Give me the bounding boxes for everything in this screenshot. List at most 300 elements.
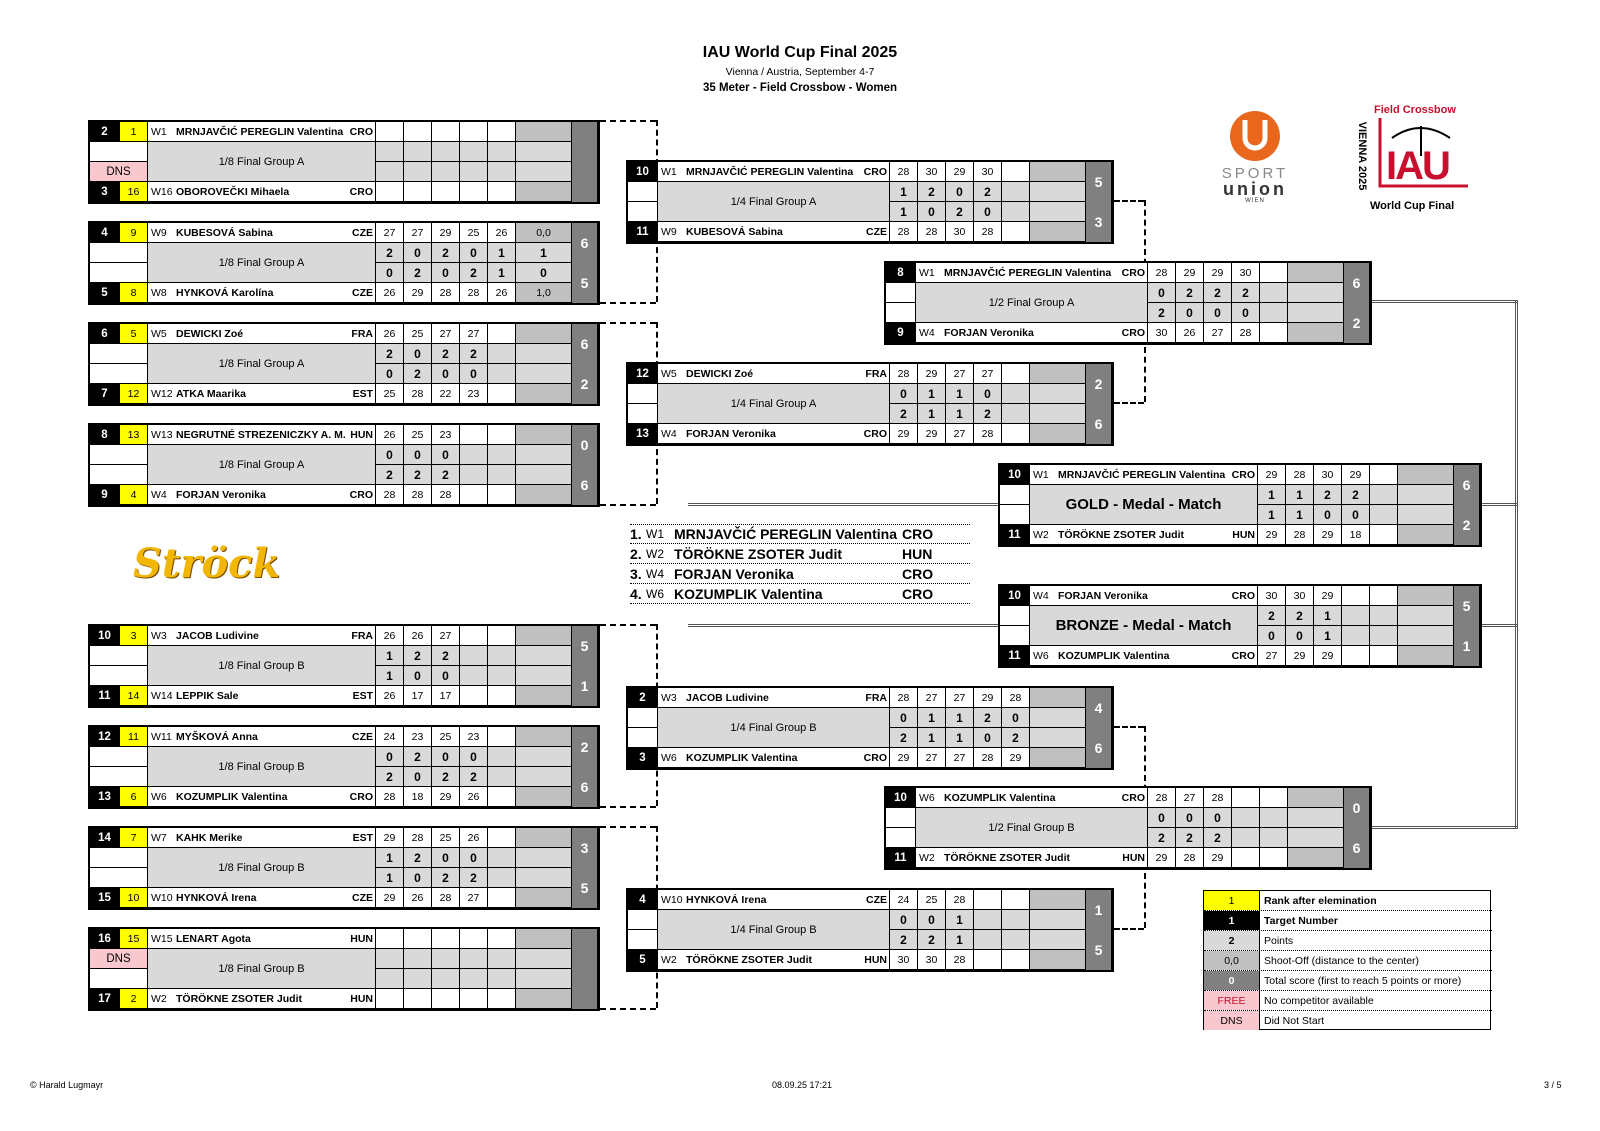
end-points: 2 xyxy=(1314,485,1342,505)
end-points: 2 xyxy=(1258,606,1286,626)
total-score xyxy=(572,969,598,1009)
seed: W7 xyxy=(148,828,174,848)
end-points xyxy=(460,445,488,465)
status-cell xyxy=(1000,505,1030,525)
result-seed: W1 xyxy=(646,527,664,541)
shoot-off-distance xyxy=(1398,586,1454,606)
bracket-line xyxy=(688,503,998,506)
page-title: IAU World Cup Final 2025 xyxy=(702,44,898,61)
target-number: 3 xyxy=(90,182,120,202)
shoot-off-distance xyxy=(1030,950,1086,970)
end-points xyxy=(1260,828,1288,848)
end-score xyxy=(460,122,488,142)
group-label: 1/8 Final Group A xyxy=(148,445,376,485)
target-number: 12 xyxy=(90,727,120,747)
end-points: 1 xyxy=(488,243,516,263)
end-score: 28 xyxy=(404,485,432,505)
iau-logo-side: VIENNA 2025 xyxy=(1356,121,1368,191)
end-score: 26 xyxy=(488,283,516,303)
seed: W12 xyxy=(148,384,174,404)
athlete-name: MRNJAVČIĆ PEREGLIN Valentina xyxy=(684,162,862,182)
end-score xyxy=(404,122,432,142)
end-points xyxy=(1232,808,1260,828)
end-points: 1 xyxy=(1286,485,1314,505)
status-cell xyxy=(886,283,916,303)
end-points xyxy=(1002,182,1030,202)
end-score: 29 xyxy=(376,828,404,848)
legend-key: 0,0 xyxy=(1204,951,1260,970)
end-points: 2 xyxy=(404,848,432,868)
total-score: 6 xyxy=(572,767,598,807)
end-score: 28 xyxy=(404,384,432,404)
total-score: 6 xyxy=(1086,728,1112,768)
end-points: 0 xyxy=(1232,303,1260,323)
end-score: 29 xyxy=(1314,525,1342,545)
seed: W4 xyxy=(658,424,684,444)
end-points: 0 xyxy=(1002,708,1030,728)
end-score: 29 xyxy=(1204,263,1232,283)
legend-text: Total score (first to reach 5 points or more) xyxy=(1264,974,1462,987)
seed: W3 xyxy=(658,688,684,708)
rank-badge: 10 xyxy=(120,888,148,908)
end-points: 0 xyxy=(1148,808,1176,828)
status-cell xyxy=(628,202,658,222)
bracket-line xyxy=(600,806,656,808)
end-points: 1 xyxy=(376,848,404,868)
status-cell xyxy=(90,767,148,787)
status-cell xyxy=(90,666,148,686)
end-score: 27 xyxy=(460,324,488,344)
match-r16-7 xyxy=(88,826,600,910)
target-number: 17 xyxy=(90,989,120,1009)
end-score: 28 xyxy=(890,364,918,384)
end-points: 2 xyxy=(460,263,488,283)
end-score: 28 xyxy=(404,828,432,848)
legend-row xyxy=(1204,971,1492,991)
end-score: 25 xyxy=(918,890,946,910)
shoot-off-points xyxy=(516,162,572,182)
end-score xyxy=(488,787,516,807)
end-score: 27 xyxy=(918,748,946,768)
result-name: MRNJAVČIĆ PEREGLIN Valentina xyxy=(674,526,898,542)
shoot-off-distance xyxy=(516,324,572,344)
end-points: 1 xyxy=(376,666,404,686)
shoot-off-points xyxy=(516,465,572,485)
end-score: 29 xyxy=(404,283,432,303)
rank-badge: 14 xyxy=(120,686,148,706)
end-score xyxy=(974,950,1002,970)
group-label: 1/4 Final Group A xyxy=(658,182,890,222)
status-cell xyxy=(90,263,148,283)
end-score xyxy=(376,122,404,142)
end-score: 25 xyxy=(460,223,488,243)
group-label: 1/8 Final Group B xyxy=(148,747,376,787)
end-score: 30 xyxy=(1148,323,1176,343)
end-score xyxy=(974,890,1002,910)
end-points xyxy=(460,162,488,182)
end-points: 2 xyxy=(432,465,460,485)
status-cell xyxy=(628,728,658,748)
shoot-off-points: 0 xyxy=(516,263,572,283)
shoot-off-distance xyxy=(516,787,572,807)
end-points: 2 xyxy=(376,243,404,263)
status-cell xyxy=(1000,606,1030,626)
end-score: 29 xyxy=(890,424,918,444)
status-cell xyxy=(90,243,148,263)
end-points xyxy=(488,142,516,162)
result-row xyxy=(630,524,970,544)
status-cell xyxy=(90,646,148,666)
shoot-off-points xyxy=(1288,303,1344,323)
athlete-name: LENART Agota xyxy=(174,929,348,949)
total-score xyxy=(572,122,598,162)
shoot-off-points xyxy=(516,868,572,888)
end-score xyxy=(1002,950,1030,970)
rank-badge: 1 xyxy=(120,122,148,142)
end-points: 0 xyxy=(432,848,460,868)
shoot-off-points xyxy=(1398,606,1454,626)
rank-badge: 5 xyxy=(120,324,148,344)
target-number: 15 xyxy=(90,888,120,908)
end-points: 2 xyxy=(946,202,974,222)
shoot-off-distance xyxy=(1288,788,1344,808)
athlete-name: HYNKOVÁ Irena xyxy=(174,888,348,908)
end-points xyxy=(1370,505,1398,525)
end-score xyxy=(1002,222,1030,242)
end-points: 2 xyxy=(376,344,404,364)
nation: FRA xyxy=(348,324,376,344)
end-points xyxy=(488,445,516,465)
event-name: 35 Meter - Field Crossbow - Women xyxy=(702,82,898,94)
group-label: 1/8 Final Group A xyxy=(148,344,376,384)
end-points xyxy=(1232,828,1260,848)
bracket-line xyxy=(600,504,656,506)
match-sf-2 xyxy=(884,786,1372,870)
shoot-off-points xyxy=(516,969,572,989)
end-score xyxy=(488,485,516,505)
end-score: 25 xyxy=(432,727,460,747)
rank-badge: 12 xyxy=(120,384,148,404)
shoot-off-points xyxy=(516,445,572,465)
end-score: 28 xyxy=(1002,688,1030,708)
total-score xyxy=(572,929,598,969)
end-points: 1 xyxy=(376,646,404,666)
end-score: 28 xyxy=(376,485,404,505)
status-cell xyxy=(90,364,148,384)
seed: W1 xyxy=(1030,465,1056,485)
end-score: 23 xyxy=(404,727,432,747)
shoot-off-points xyxy=(1288,283,1344,303)
athlete-name: MYŠKOVÁ Anna xyxy=(174,727,348,747)
shoot-off-distance xyxy=(516,727,572,747)
shoot-off-points xyxy=(516,364,572,384)
end-points: 0 xyxy=(376,445,404,465)
total-score: 5 xyxy=(1454,586,1480,626)
status-cell xyxy=(1000,485,1030,505)
end-score xyxy=(488,989,516,1009)
target-number: 10 xyxy=(90,626,120,646)
target-number: 10 xyxy=(1000,465,1030,485)
target-number: 10 xyxy=(886,788,916,808)
group-label: 1/2 Final Group B xyxy=(916,808,1148,848)
rank-badge: 7 xyxy=(120,828,148,848)
target-number: 9 xyxy=(886,323,916,343)
end-score xyxy=(488,727,516,747)
result-seed: W6 xyxy=(646,586,664,601)
athlete-name: ATKA Maarika xyxy=(174,384,348,404)
athlete-name: TÖRÖKNE ZSOTER Judit xyxy=(1056,525,1230,545)
end-score: 28 xyxy=(946,890,974,910)
seed: W6 xyxy=(148,787,174,807)
nation: EST xyxy=(348,384,376,404)
total-score: 0 xyxy=(1344,788,1370,828)
status-cell xyxy=(90,465,148,485)
end-points: 1 xyxy=(918,384,946,404)
end-points xyxy=(376,142,404,162)
end-score: 28 xyxy=(974,748,1002,768)
shoot-off-points xyxy=(516,666,572,686)
end-points: 2 xyxy=(1148,303,1176,323)
seed: W6 xyxy=(658,748,684,768)
target-number: 6 xyxy=(90,324,120,344)
seed: W6 xyxy=(1030,646,1056,666)
nation: CRO xyxy=(348,182,376,202)
group-label: 1/4 Final Group A xyxy=(658,384,890,424)
bracket-line xyxy=(600,120,656,122)
end-points: 1 xyxy=(946,728,974,748)
end-points: 0 xyxy=(974,202,1002,222)
end-score: 26 xyxy=(1176,323,1204,343)
group-label: 1/4 Final Group B xyxy=(658,708,890,748)
end-score xyxy=(1260,848,1288,868)
end-score: 30 xyxy=(974,162,1002,182)
match-gold xyxy=(998,463,1482,547)
shoot-off-distance xyxy=(1030,364,1086,384)
shoot-off-distance xyxy=(1030,748,1086,768)
nation: FRA xyxy=(862,688,890,708)
end-points: 1 xyxy=(1258,485,1286,505)
nation: CRO xyxy=(862,162,890,182)
shoot-off-distance xyxy=(516,485,572,505)
rank-badge: 9 xyxy=(120,223,148,243)
end-score xyxy=(1002,424,1030,444)
end-points: 2 xyxy=(918,930,946,950)
legend-row xyxy=(1204,891,1492,911)
end-points: 2 xyxy=(1148,828,1176,848)
group-label: 1/8 Final Group B xyxy=(148,949,376,989)
end-score: 23 xyxy=(432,425,460,445)
end-points xyxy=(460,949,488,969)
end-points xyxy=(1002,384,1030,404)
athlete-name: TÖRÖKNE ZSOTER Judit xyxy=(684,950,862,970)
rank-badge: 16 xyxy=(120,182,148,202)
end-score xyxy=(1370,586,1398,606)
end-points: 1 xyxy=(1286,505,1314,525)
end-points: 2 xyxy=(890,404,918,424)
end-points: 0 xyxy=(376,263,404,283)
seed: W4 xyxy=(148,485,174,505)
end-points xyxy=(1370,626,1398,646)
end-points: 0 xyxy=(890,384,918,404)
end-points xyxy=(488,465,516,485)
shoot-off-distance xyxy=(1398,465,1454,485)
rank-badge: 11 xyxy=(120,727,148,747)
target-number: 13 xyxy=(628,424,658,444)
end-points: 0 xyxy=(974,384,1002,404)
athlete-name: FORJAN Veronika xyxy=(684,424,862,444)
status-cell xyxy=(886,828,916,848)
legend-text: Shoot-Off (distance to the center) xyxy=(1264,954,1420,967)
athlete-name: TÖRÖKNE ZSOTER Judit xyxy=(942,848,1120,868)
athlete-name: FORJAN Veronika xyxy=(942,323,1120,343)
target-number: 12 xyxy=(628,364,658,384)
nation: HUN xyxy=(862,950,890,970)
end-points: 0 xyxy=(432,747,460,767)
end-score xyxy=(432,929,460,949)
end-score: 26 xyxy=(376,626,404,646)
match-qf-4 xyxy=(626,888,1114,972)
group-label: 1/8 Final Group B xyxy=(148,646,376,686)
status-cell xyxy=(90,969,148,989)
sport-union-emblem-icon xyxy=(1225,110,1285,162)
end-points xyxy=(1342,626,1370,646)
end-points xyxy=(376,969,404,989)
seed: W2 xyxy=(658,950,684,970)
legend-row xyxy=(1204,951,1492,971)
match-qf-2 xyxy=(626,362,1114,446)
end-score: 26 xyxy=(488,223,516,243)
end-score xyxy=(1260,788,1288,808)
end-points: 1 xyxy=(1258,505,1286,525)
end-points: 2 xyxy=(404,364,432,384)
end-score xyxy=(376,182,404,202)
end-points xyxy=(1370,606,1398,626)
athlete-name: JACOB Ludivine xyxy=(684,688,862,708)
end-points: 0 xyxy=(404,243,432,263)
target-number: 7 xyxy=(90,384,120,404)
match-r16-2 xyxy=(88,221,600,305)
match-qf-3 xyxy=(626,686,1114,770)
end-score: 29 xyxy=(1314,646,1342,666)
end-points xyxy=(404,949,432,969)
end-points xyxy=(488,666,516,686)
end-score: 30 xyxy=(918,162,946,182)
seed: W10 xyxy=(658,890,684,910)
target-number: 5 xyxy=(628,950,658,970)
end-score: 30 xyxy=(1232,263,1260,283)
end-points: 0 xyxy=(890,910,918,930)
end-score xyxy=(1370,525,1398,545)
shoot-off-points xyxy=(1030,708,1086,728)
target-number: 10 xyxy=(1000,586,1030,606)
end-score: 28 xyxy=(432,283,460,303)
end-points: 2 xyxy=(432,344,460,364)
shoot-off-distance xyxy=(516,182,572,202)
total-score: 3 xyxy=(572,828,598,868)
end-score: 22 xyxy=(432,384,460,404)
end-score: 18 xyxy=(1342,525,1370,545)
legend-key: 1 xyxy=(1204,891,1260,910)
end-score: 26 xyxy=(376,425,404,445)
status-cell xyxy=(628,930,658,950)
shoot-off-points xyxy=(1030,404,1086,424)
target-number: 8 xyxy=(886,263,916,283)
end-score: 28 xyxy=(890,162,918,182)
end-score: 30 xyxy=(1286,586,1314,606)
nation: FRA xyxy=(862,364,890,384)
shoot-off-distance xyxy=(516,122,572,142)
end-points xyxy=(488,767,516,787)
nation: CRO xyxy=(862,424,890,444)
seed: W5 xyxy=(148,324,174,344)
target-number: 3 xyxy=(628,748,658,768)
rank-badge: 8 xyxy=(120,283,148,303)
end-points: 2 xyxy=(890,728,918,748)
end-points: 2 xyxy=(918,182,946,202)
match-r16-3 xyxy=(88,322,600,406)
status-cell xyxy=(628,404,658,424)
shoot-off-distance xyxy=(516,425,572,445)
target-number: 10 xyxy=(628,162,658,182)
target-number: 8 xyxy=(90,425,120,445)
bracket-line xyxy=(1372,826,1518,829)
end-points: 0 xyxy=(432,666,460,686)
athlete-name: DEWICKI Zoé xyxy=(174,324,348,344)
target-number: 9 xyxy=(90,485,120,505)
end-points: 0 xyxy=(432,263,460,283)
athlete-name: MRNJAVČIĆ PEREGLIN Valentina xyxy=(1056,465,1230,485)
target-number: 4 xyxy=(628,890,658,910)
end-points: 2 xyxy=(974,404,1002,424)
end-points: 2 xyxy=(1342,485,1370,505)
athlete-name: KOZUMPLIK Valentina xyxy=(942,788,1120,808)
shoot-off-points xyxy=(1288,808,1344,828)
end-score xyxy=(1002,162,1030,182)
seed: W4 xyxy=(916,323,942,343)
shoot-off-points xyxy=(1398,626,1454,646)
end-points xyxy=(404,142,432,162)
end-points: 2 xyxy=(404,465,432,485)
result-name: TÖRÖKNE ZSOTER Judit xyxy=(674,545,842,562)
end-points: 2 xyxy=(460,868,488,888)
seed: W9 xyxy=(148,223,174,243)
end-points xyxy=(460,646,488,666)
nation: HUN xyxy=(1230,525,1258,545)
end-points: 2 xyxy=(1176,828,1204,848)
total-score: 6 xyxy=(572,223,598,263)
target-number: 11 xyxy=(90,686,120,706)
shoot-off-points xyxy=(1030,910,1086,930)
end-score: 26 xyxy=(376,686,404,706)
end-score: 28 xyxy=(1148,788,1176,808)
footer-copyright: © Harald Lugmayr xyxy=(30,1080,104,1090)
shoot-off-points xyxy=(516,646,572,666)
shoot-off-distance xyxy=(1288,263,1344,283)
nation: CZE xyxy=(348,283,376,303)
result-place: 4. xyxy=(630,585,642,602)
shoot-off-points xyxy=(516,848,572,868)
shoot-off-distance xyxy=(1030,424,1086,444)
end-score xyxy=(404,929,432,949)
end-points xyxy=(432,949,460,969)
total-score: 4 xyxy=(1086,688,1112,728)
end-points xyxy=(1260,303,1288,323)
status-cell xyxy=(90,445,148,465)
end-points: 2 xyxy=(974,708,1002,728)
athlete-name: TÖRÖKNE ZSOTER Judit xyxy=(174,989,348,1009)
result-name: KOZUMPLIK Valentina xyxy=(674,585,823,602)
group-label: 1/8 Final Group B xyxy=(148,848,376,888)
